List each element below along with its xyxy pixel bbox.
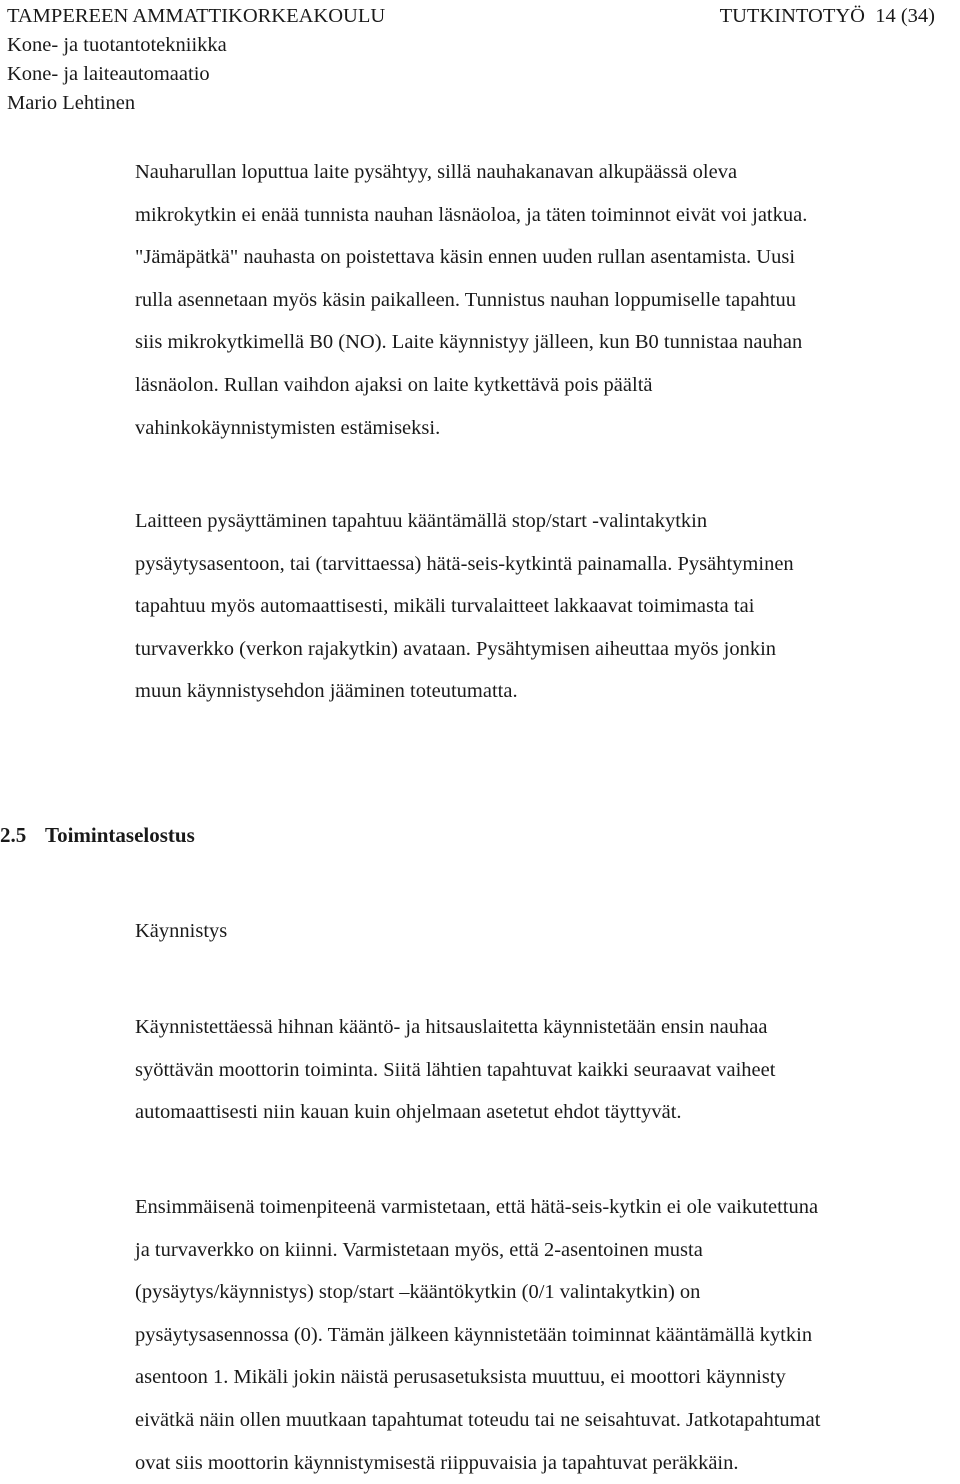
- paragraph-line: Käynnistettäessä hihnan kääntö- ja hitsauslaitetta käynnistetään ensin nauhaa: [135, 1016, 768, 1038]
- paragraph-line: muun käynnistysehdon jääminen toteutumatta.: [135, 680, 518, 703]
- section-title: Toimintaselostus: [45, 823, 195, 847]
- page-indicator: 14 (34): [875, 5, 935, 27]
- paragraph-line: syöttävän moottorin toiminta. Siitä lähtien tapahtuvat kaikki seuraavat vaiheet: [135, 1058, 776, 1081]
- paragraph-line: Nauharullan loputtua laite pysähtyy, sillä nauhakanavan alkupäässä oleva: [135, 161, 738, 183]
- header-doc-info: [720, 2, 947, 31]
- section-number: 2.5: [0, 823, 27, 847]
- paragraph-line: ovat siis moottorin käynnistymisestä riippuvaisia ja tapahtuvat peräkkäin.: [135, 1451, 739, 1474]
- paragraph-line: siis mikrokytkimellä B0 (NO). Laite käynnistyy jälleen, kun B0 tunnistaa nauhan: [135, 331, 803, 354]
- paragraph-line: läsnäolon. Rullan vaihdon ajaksi on laite kytkettävä pois päältä: [135, 373, 653, 396]
- doc-type: TUTKINTOTYÖ: [719, 5, 865, 27]
- paragraph-line: Ensimmäisenä toimenpiteenä varmistetaan, että hätä-seis-kytkin ei ole vaikutettuna: [135, 1196, 819, 1218]
- header-top-row: [7, 2, 947, 31]
- paragraph-stopping: [135, 500, 957, 713]
- paragraph-startup-intro: [135, 1006, 957, 1134]
- paragraph-line: asentoon 1. Mikäli jokin näistä perusasetuksista muuttuu, ei moottori käynnisty: [135, 1366, 786, 1389]
- paragraph-line: "Jämäpätkä" nauhasta on poistettava käsin ennen uuden rullan asentamista. Uusi: [135, 246, 796, 269]
- paragraph-line: vahinkokäynnistymisten estämiseksi.: [135, 416, 441, 439]
- paragraph-line: turvaverkko (verkon rajakytkin) avataan. Pysähtymisen aiheuttaa myös jonkin: [135, 637, 777, 660]
- paragraph-line: Laitteen pysäyttäminen tapahtuu kääntämällä stop/start -valintakytkin: [135, 510, 708, 532]
- program-name: Kone- ja laiteautomaatio: [7, 63, 210, 85]
- section-heading: [0, 814, 195, 856]
- author-name: Mario Lehtinen: [7, 92, 136, 114]
- paragraph-line: (pysäytys/käynnistys) stop/start –kääntökytkin (0/1 valintakytkin) on: [135, 1281, 701, 1304]
- subheading-startup: Käynnistys: [135, 920, 228, 942]
- page-header: [7, 2, 947, 118]
- paragraph-startup-steps: [135, 1186, 957, 1484]
- paragraph-tape-end: [135, 151, 957, 449]
- paragraph-line: mikrokytkin ei enää tunnista nauhan läsnäoloa, ja täten toiminnot eivät voi jatkua.: [135, 203, 808, 226]
- department-name: Kone- ja tuotantotekniikka: [7, 34, 227, 56]
- institution-name: TAMPEREEN AMMATTIKORKEAKOULU: [7, 5, 386, 27]
- paragraph-line: pysäytysasennossa (0). Tämän jälkeen käynnistetään toiminnat kääntämällä kytkin: [135, 1323, 813, 1346]
- paragraph-line: pysäytysasentoon, tai (tarvittaessa) hätä-seis-kytkintä painamalla. Pysähtyminen: [135, 552, 794, 575]
- paragraph-line: rulla asennetaan myös käsin paikalleen. Tunnistus nauhan loppumiselle tapahtuu: [135, 288, 797, 311]
- paragraph-line: automaattisesti niin kauan kuin ohjelmaan asetetut ehdot täyttyvät.: [135, 1101, 682, 1124]
- paragraph-line: eivätkä näin ollen muutkaan tapahtumat toteudu tai ne seisahtuvat. Jatkotapahtumat: [135, 1408, 821, 1431]
- paragraph-line: ja turvaverkko on kiinni. Varmistetaan myös, että 2-asentoinen musta: [135, 1238, 703, 1261]
- paragraph-line: tapahtuu myös automaattisesti, mikäli turvalaitteet lakkaavat toimimasta tai: [135, 595, 755, 618]
